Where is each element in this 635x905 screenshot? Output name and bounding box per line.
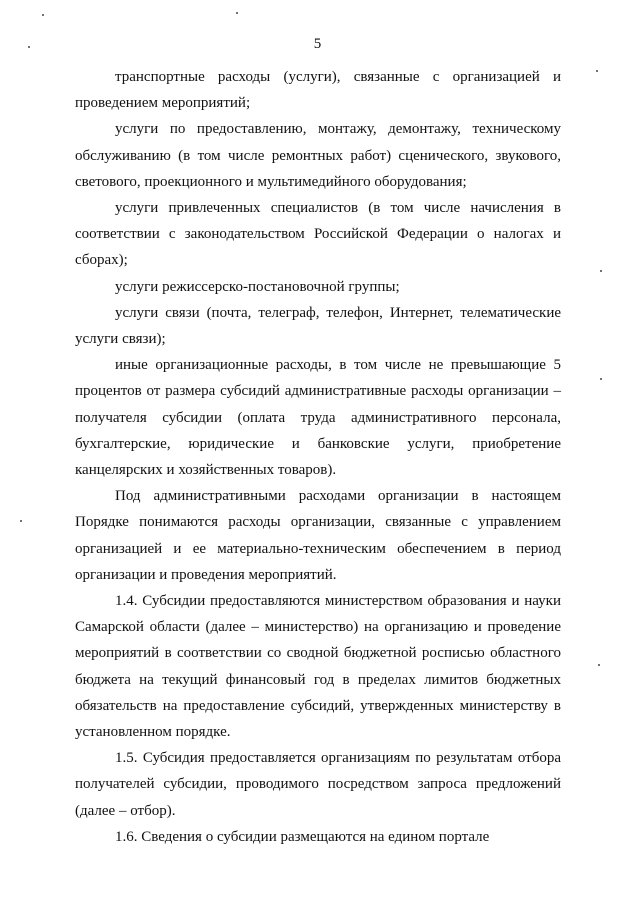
scan-speck bbox=[598, 664, 600, 666]
page-number: 5 bbox=[313, 36, 322, 52]
paragraph-1-4: 1.4. Субсидии предоставляются министерством образования и науки Самарской области (далее – министерство) на организацию и проведение мероприятий в соответствии со сводной бюджетной росписью областного бюджета на текущий финансовый год в пределах лимитов бюджетных обязательств на предоставление субсидий, утвержденных министерству в установленном порядке. bbox=[75, 593, 561, 741]
scan-speck bbox=[42, 14, 44, 16]
scan-speck bbox=[600, 378, 602, 380]
paragraph-other-costs: иные организационные расходы, в том числе не превышающие 5 процентов от размера субсидий административные расходы организации – получателя субсидии (оплата труда административного персонала, бухгалтерские, юридические и банковские услуги, приобретение канцелярских и хозяйственных товаров). bbox=[75, 357, 561, 479]
scan-speck bbox=[20, 520, 22, 522]
paragraph-equipment-services: услуги по предоставлению, монтажу, демонтажу, техническому обслуживанию (в том числе ремонтных работ) сценического, звукового, светового, проекционного и мультимедийного оборудования; bbox=[75, 121, 561, 190]
paragraph-specialists: услуги привлеченных специалистов (в том числе начисления в соответствии с законодательством Российской Федерации о налогах и сборах); bbox=[75, 200, 561, 269]
paragraph-directing-group: услуги режиссерско-постановочной группы; bbox=[115, 278, 400, 295]
paragraph-communication: услуги связи (почта, телеграф, телефон, Интернет, телематические услуги связи); bbox=[75, 304, 561, 348]
paragraph-admin-definition: Под административными расходами организации в настоящем Порядке понимаются расходы организации, связанные с управлением организацией и ее материально-техническим обеспечением в период организации и проведения мероприятий. bbox=[75, 488, 561, 583]
scan-speck bbox=[596, 70, 598, 72]
scan-speck bbox=[600, 270, 602, 272]
document-body bbox=[75, 64, 561, 850]
scan-speck bbox=[236, 12, 238, 14]
paragraph-1-5: 1.5. Субсидия предоставляется организациям по результатам отбора получателей субсидии, проводимого посредством запроса предложений (далее – отбор). bbox=[75, 750, 561, 819]
paragraph-1-6: 1.6. Сведения о субсидии размещаются на едином портале bbox=[115, 828, 490, 845]
paragraph-transport-costs: транспортные расходы (услуги), связанные с организацией и проведением мероприятий; bbox=[75, 69, 561, 112]
scan-speck bbox=[28, 46, 30, 48]
